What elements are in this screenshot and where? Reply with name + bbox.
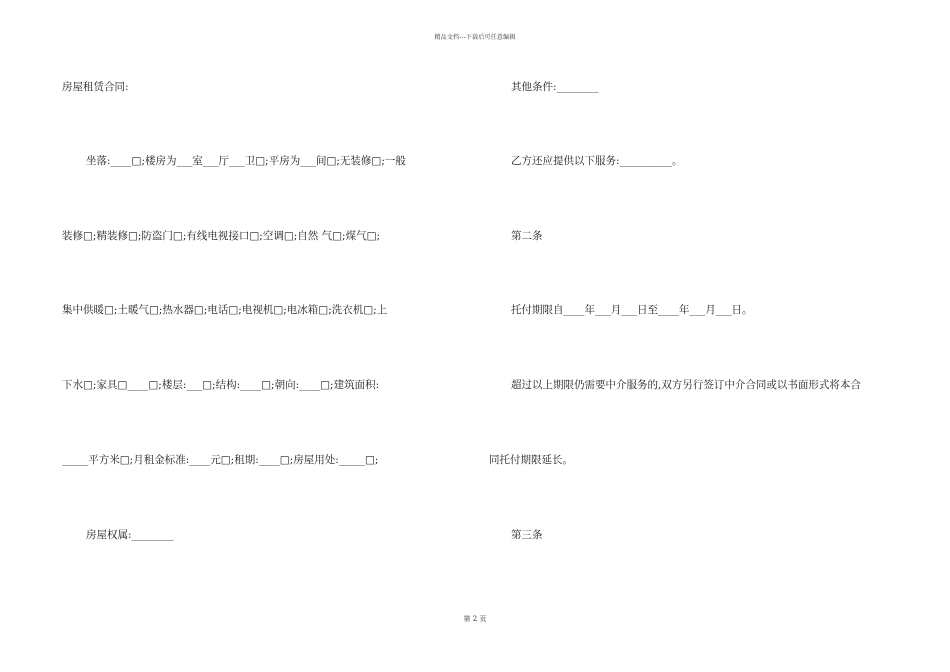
- page-number: 第 2 页: [463, 615, 487, 623]
- heating-line: 集中供暖□;土暖气□;热水器□;电话□;电视机□;电冰箱□;洗衣机□;上: [62, 304, 388, 316]
- article-three-heading: 第三条: [511, 529, 543, 541]
- area-line: _____平方米□;月租金标准:____元□;租期:____□;房屋用处:_____□;: [62, 454, 379, 466]
- extension-line-2: 同托付期限延长。: [489, 454, 573, 466]
- ownership-line: 房屋权属:________: [86, 529, 174, 541]
- other-terms-line: 其他条件:________: [511, 81, 599, 93]
- article-two-heading: 第二条: [511, 230, 543, 242]
- period-line: 托付期限自____年___月___日至____年___月___日。: [511, 304, 753, 316]
- decoration-line: 装修□;精装修□;防盗门□;有线电视接口□;空调□;自然 气□;煤气□;: [62, 230, 381, 242]
- location-line: 坐落:____□;楼房为___室___厅___卫□;平房为___间□;无装修□;一般: [86, 155, 406, 167]
- contract-title: 房屋租赁合同:: [62, 81, 129, 93]
- extension-line-1: 超过以上期限仍需要中介服务的,双方另行签订中介合同或以书面形式将本合: [511, 379, 861, 391]
- water-line: 下水□;家具□____□;楼层:___□;结构:____□;朝向:____□;建筑面积:: [62, 379, 380, 391]
- page-header: 精品文档---下载后可任意编辑: [434, 34, 516, 41]
- services-line: 乙方还应提供以下服务:__________。: [511, 155, 683, 167]
